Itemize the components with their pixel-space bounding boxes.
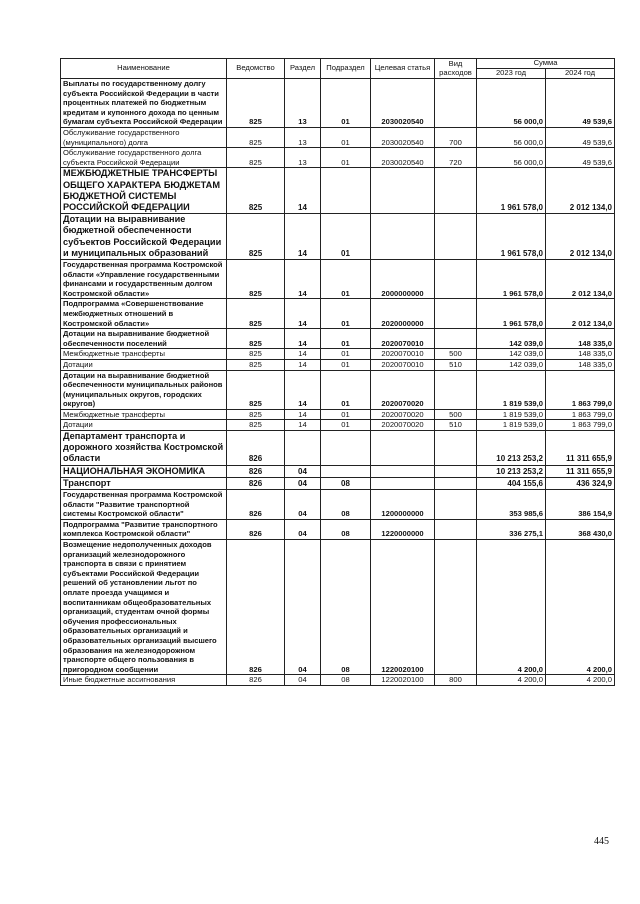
cell-sum-2023: 1 961 578,0 — [477, 259, 546, 298]
cell-article — [371, 477, 435, 489]
cell-subsection: 08 — [321, 477, 371, 489]
cell-section: 04 — [285, 477, 321, 489]
table-row — [61, 420, 615, 431]
table-row — [61, 299, 615, 329]
cell-sum-2023: 142 039,0 — [477, 329, 546, 349]
cell-exp-type: 500 — [435, 349, 477, 360]
cell-sum-2024: 49 539,6 — [546, 127, 615, 147]
cell-name: Иные бюджетные ассигнования — [61, 675, 227, 686]
cell-subsection — [321, 431, 371, 466]
cell-subsection: 01 — [321, 329, 371, 349]
cell-exp-type — [435, 431, 477, 466]
table-row — [61, 465, 615, 477]
cell-name: Подпрограмма "Развитие транспортного комплекса Костромской области" — [61, 519, 227, 539]
cell-subsection: 08 — [321, 675, 371, 686]
cell-sum-2023: 4 200,0 — [477, 675, 546, 686]
cell-name: Дотации — [61, 420, 227, 431]
cell-dept: 826 — [227, 540, 285, 675]
cell-section: 04 — [285, 540, 321, 675]
cell-article: 2030020540 — [371, 79, 435, 128]
cell-dept: 825 — [227, 370, 285, 409]
cell-sum-2024: 49 539,6 — [546, 79, 615, 128]
cell-sum-2023: 1 819 539,0 — [477, 370, 546, 409]
table-row — [61, 127, 615, 147]
cell-subsection: 08 — [321, 490, 371, 520]
cell-exp-type: 510 — [435, 359, 477, 370]
cell-section: 14 — [285, 370, 321, 409]
cell-dept: 826 — [227, 477, 285, 489]
cell-dept: 825 — [227, 214, 285, 260]
cell-article — [371, 465, 435, 477]
cell-sum-2023: 404 155,6 — [477, 477, 546, 489]
cell-section: 14 — [285, 420, 321, 431]
cell-exp-type — [435, 540, 477, 675]
table-row — [61, 477, 615, 489]
header-sum: Сумма — [477, 59, 615, 69]
cell-name: Обслуживание государственного (муниципального) долга — [61, 127, 227, 147]
cell-sum-2023: 142 039,0 — [477, 359, 546, 370]
cell-name: Дотации — [61, 359, 227, 370]
table-row — [61, 349, 615, 360]
cell-sum-2024: 2 012 134,0 — [546, 214, 615, 260]
cell-sum-2024: 11 311 655,9 — [546, 465, 615, 477]
header-dept: Ведомство — [227, 59, 285, 79]
header-exp-type: Вид расходов — [435, 59, 477, 79]
cell-exp-type: 500 — [435, 409, 477, 420]
cell-section: 14 — [285, 214, 321, 260]
cell-section: 14 — [285, 259, 321, 298]
header-year-2023: 2023 год — [477, 69, 546, 79]
cell-sum-2024: 11 311 655,9 — [546, 431, 615, 466]
cell-dept: 825 — [227, 148, 285, 168]
header-year-2024: 2024 год — [546, 69, 615, 79]
cell-subsection: 01 — [321, 420, 371, 431]
cell-section: 14 — [285, 329, 321, 349]
cell-dept: 825 — [227, 168, 285, 214]
cell-sum-2023: 1 961 578,0 — [477, 168, 546, 214]
cell-section: 14 — [285, 168, 321, 214]
cell-sum-2023: 56 000,0 — [477, 127, 546, 147]
cell-sum-2023: 353 985,6 — [477, 490, 546, 520]
cell-dept: 826 — [227, 431, 285, 466]
cell-article: 2020070010 — [371, 329, 435, 349]
cell-dept: 825 — [227, 349, 285, 360]
cell-section: 04 — [285, 675, 321, 686]
cell-sum-2023: 56 000,0 — [477, 79, 546, 128]
cell-subsection: 01 — [321, 79, 371, 128]
cell-dept: 825 — [227, 409, 285, 420]
cell-exp-type — [435, 465, 477, 477]
cell-section: 04 — [285, 519, 321, 539]
header-subsection: Подраздел — [321, 59, 371, 79]
cell-article — [371, 168, 435, 214]
cell-subsection: 01 — [321, 370, 371, 409]
cell-exp-type — [435, 259, 477, 298]
cell-sum-2024: 1 863 799,0 — [546, 370, 615, 409]
cell-article: 2020070010 — [371, 349, 435, 360]
cell-exp-type — [435, 329, 477, 349]
table-row — [61, 431, 615, 466]
cell-sum-2024: 386 154,9 — [546, 490, 615, 520]
table-row — [61, 490, 615, 520]
page-number: 445 — [594, 836, 609, 847]
cell-sum-2024: 436 324,9 — [546, 477, 615, 489]
cell-exp-type: 700 — [435, 127, 477, 147]
cell-dept: 825 — [227, 127, 285, 147]
table-row — [61, 409, 615, 420]
cell-name: НАЦИОНАЛЬНАЯ ЭКОНОМИКА — [61, 465, 227, 477]
cell-subsection: 01 — [321, 409, 371, 420]
cell-sum-2024: 4 200,0 — [546, 675, 615, 686]
cell-sum-2024: 368 430,0 — [546, 519, 615, 539]
cell-name: Выплаты по государственному долгу субъекта Российской Федерации в части процентных платежей по бюджетным кредитам и купонного дохода по ценным бумагам субъекта Российской Федерации — [61, 79, 227, 128]
cell-name: Государственная программа Костромской области "Развитие транспортной системы Костромской области" — [61, 490, 227, 520]
cell-exp-type — [435, 490, 477, 520]
cell-name: Государственная программа Костромской области «Управление государственными финансами и государственным долгом Костромской области» — [61, 259, 227, 298]
cell-exp-type — [435, 370, 477, 409]
cell-sum-2023: 10 213 253,2 — [477, 431, 546, 466]
cell-subsection: 01 — [321, 259, 371, 298]
header-section: Раздел — [285, 59, 321, 79]
cell-dept: 826 — [227, 465, 285, 477]
cell-article — [371, 431, 435, 466]
cell-dept: 826 — [227, 675, 285, 686]
table-row — [61, 540, 615, 675]
cell-sum-2024: 2 012 134,0 — [546, 299, 615, 329]
cell-sum-2024: 148 335,0 — [546, 329, 615, 349]
cell-subsection — [321, 465, 371, 477]
table-row — [61, 329, 615, 349]
cell-dept: 825 — [227, 79, 285, 128]
cell-section: 14 — [285, 299, 321, 329]
cell-subsection: 08 — [321, 540, 371, 675]
cell-sum-2023: 336 275,1 — [477, 519, 546, 539]
cell-sum-2023: 1 819 539,0 — [477, 420, 546, 431]
cell-sum-2023: 1 961 578,0 — [477, 214, 546, 260]
cell-name: Подпрограмма «Совершенствование межбюджетных отношений в Костромской области» — [61, 299, 227, 329]
cell-article: 2030020540 — [371, 127, 435, 147]
cell-article: 1220020100 — [371, 540, 435, 675]
cell-sum-2023: 1 819 539,0 — [477, 409, 546, 420]
cell-sum-2023: 142 039,0 — [477, 349, 546, 360]
cell-name: Межбюджетные трансферты — [61, 409, 227, 420]
table-row — [61, 168, 615, 214]
header-article: Целевая статья — [371, 59, 435, 79]
cell-dept: 826 — [227, 490, 285, 520]
cell-dept: 825 — [227, 359, 285, 370]
cell-article: 2020070020 — [371, 409, 435, 420]
cell-article: 2000000000 — [371, 259, 435, 298]
cell-article: 1200000000 — [371, 490, 435, 520]
cell-name: Транспорт — [61, 477, 227, 489]
cell-subsection: 01 — [321, 127, 371, 147]
cell-subsection: 01 — [321, 349, 371, 360]
cell-sum-2023: 56 000,0 — [477, 148, 546, 168]
cell-name: Возмещение недополученных доходов организаций железнодорожного транспорта в связи с принятием субъектами Российской Федерации решений об установлении льгот по оплате проезда учащимся и воспитанникам общеобразовательных организаций, студентам очной формы обучения профессиональных образовательных организаций и образовательных организаций высшего образования на железнодорожном транспорте общего пользования в пригородном сообщении — [61, 540, 227, 675]
cell-subsection: 01 — [321, 299, 371, 329]
cell-exp-type: 720 — [435, 148, 477, 168]
cell-exp-type: 800 — [435, 675, 477, 686]
cell-sum-2024: 49 539,6 — [546, 148, 615, 168]
cell-subsection — [321, 168, 371, 214]
cell-exp-type — [435, 519, 477, 539]
cell-sum-2024: 148 335,0 — [546, 359, 615, 370]
cell-sum-2023: 1 961 578,0 — [477, 299, 546, 329]
cell-article: 2020070020 — [371, 420, 435, 431]
cell-dept: 826 — [227, 519, 285, 539]
cell-dept: 825 — [227, 329, 285, 349]
cell-sum-2023: 4 200,0 — [477, 540, 546, 675]
cell-exp-type — [435, 477, 477, 489]
cell-section: 04 — [285, 490, 321, 520]
cell-section — [285, 431, 321, 466]
cell-section: 13 — [285, 148, 321, 168]
cell-article: 2020070010 — [371, 359, 435, 370]
header-name: Наименование — [61, 59, 227, 79]
budget-table — [60, 58, 615, 686]
cell-sum-2024: 2 012 134,0 — [546, 168, 615, 214]
cell-name: Дотации на выравнивание бюджетной обеспеченности муниципальных районов (муниципальных округов, городских округов) — [61, 370, 227, 409]
cell-dept: 825 — [227, 259, 285, 298]
cell-section: 14 — [285, 359, 321, 370]
table-body — [61, 79, 615, 686]
cell-name: Межбюджетные трансферты — [61, 349, 227, 360]
cell-dept: 825 — [227, 299, 285, 329]
cell-sum-2024: 2 012 134,0 — [546, 259, 615, 298]
cell-article: 2020000000 — [371, 299, 435, 329]
cell-name: Департамент транспорта и дорожного хозяйства Костромской области — [61, 431, 227, 466]
cell-section: 13 — [285, 127, 321, 147]
cell-section: 13 — [285, 79, 321, 128]
table-row — [61, 79, 615, 128]
table-row — [61, 370, 615, 409]
cell-exp-type — [435, 168, 477, 214]
table-row — [61, 359, 615, 370]
cell-dept: 825 — [227, 420, 285, 431]
table-row — [61, 259, 615, 298]
table-row — [61, 148, 615, 168]
cell-sum-2024: 1 863 799,0 — [546, 409, 615, 420]
cell-subsection: 01 — [321, 214, 371, 260]
table-row — [61, 519, 615, 539]
cell-exp-type: 510 — [435, 420, 477, 431]
cell-name: Обслуживание государственного долга субъекта Российской Федерации — [61, 148, 227, 168]
table-row — [61, 675, 615, 686]
cell-name: МЕЖБЮДЖЕТНЫЕ ТРАНСФЕРТЫ ОБЩЕГО ХАРАКТЕРА БЮДЖЕТАМ БЮДЖЕТНОЙ СИСТЕМЫ РОССИЙСКОЙ ФЕДЕРАЦИИ — [61, 168, 227, 214]
cell-article: 1220020100 — [371, 675, 435, 686]
cell-name: Дотации на выравнивание бюджетной обеспеченности субъектов Российской Федерации и муниципальных образований — [61, 214, 227, 260]
cell-name: Дотации на выравнивание бюджетной обеспеченности поселений — [61, 329, 227, 349]
table-header — [61, 59, 615, 79]
cell-sum-2024: 4 200,0 — [546, 540, 615, 675]
cell-section: 14 — [285, 349, 321, 360]
cell-section: 04 — [285, 465, 321, 477]
cell-subsection: 01 — [321, 148, 371, 168]
cell-sum-2024: 1 863 799,0 — [546, 420, 615, 431]
cell-subsection: 01 — [321, 359, 371, 370]
cell-article: 2030020540 — [371, 148, 435, 168]
cell-exp-type — [435, 214, 477, 260]
cell-sum-2024: 148 335,0 — [546, 349, 615, 360]
cell-article: 2020070020 — [371, 370, 435, 409]
cell-section: 14 — [285, 409, 321, 420]
cell-exp-type — [435, 79, 477, 128]
table-row — [61, 214, 615, 260]
cell-exp-type — [435, 299, 477, 329]
cell-subsection: 08 — [321, 519, 371, 539]
cell-sum-2023: 10 213 253,2 — [477, 465, 546, 477]
cell-article: 1220000000 — [371, 519, 435, 539]
cell-article — [371, 214, 435, 260]
